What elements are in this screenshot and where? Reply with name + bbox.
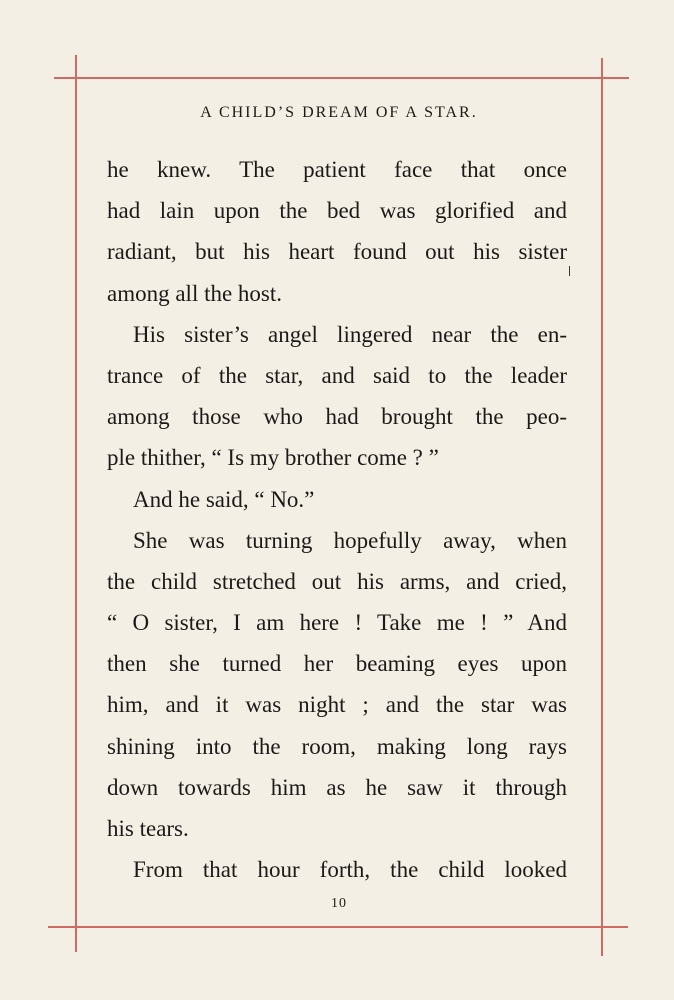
- text-line: the child stretched out his arms, and cried,: [107, 568, 567, 594]
- text-line: ple thither, “ Is my brother come ? ”: [107, 445, 439, 471]
- text-line: among all the host.: [107, 280, 283, 306]
- top-border-rule: [54, 77, 629, 79]
- text-line: She was turning hopefully away, when: [133, 527, 567, 553]
- text-line: And he said, “ No.”: [133, 486, 315, 512]
- body-text: [107, 149, 567, 890]
- text-line: “ O sister, I am here ! Take me ! ” And: [107, 610, 567, 636]
- running-head: A CHILD’S DREAM OF A STAR.: [200, 104, 478, 121]
- text-line: him, and it was night ; and the star was: [107, 692, 567, 718]
- text-line: then she turned her beaming eyes upon: [107, 651, 567, 677]
- text-line: shining into the room, making long rays: [107, 733, 567, 759]
- text-line: His sister’s angel lingered near the en-: [133, 321, 567, 347]
- left-border-rule: [75, 55, 77, 952]
- text-line: From that hour forth, the child looked: [133, 857, 567, 883]
- text-line: down towards him as he saw it through: [107, 774, 567, 800]
- page-number: 10: [331, 896, 347, 911]
- bottom-border-rule: [48, 926, 628, 928]
- text-line: his tears.: [107, 816, 189, 841]
- margin-mark: [569, 266, 570, 276]
- text-line: he knew. The patient face that once: [107, 157, 567, 182]
- text-line: had lain upon the bed was glorified and: [107, 198, 567, 224]
- right-border-rule: [601, 58, 603, 956]
- text-line: trance of the star, and said to the leader: [107, 362, 567, 388]
- text-line: among those who had brought the peo-: [107, 404, 567, 430]
- text-line: radiant, but his heart found out his sister: [107, 239, 567, 265]
